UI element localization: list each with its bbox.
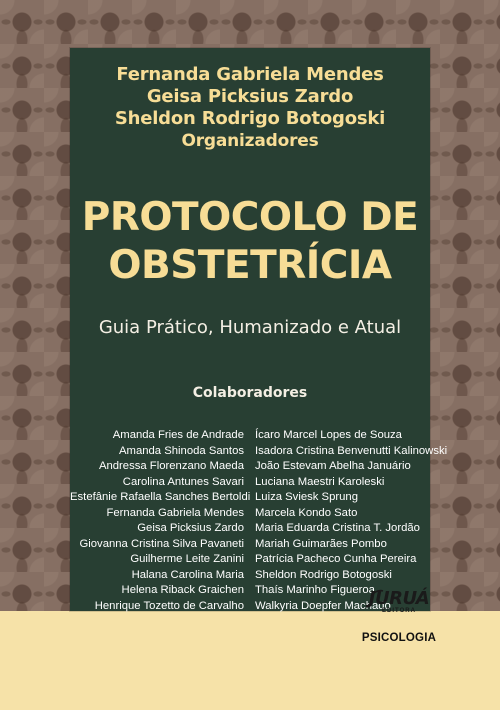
collaborators-left-column <box>70 428 251 614</box>
title-line-1: PROTOCOLO DE <box>81 195 419 240</box>
collaborator-name: Andressa Florenzano Maeda <box>98 460 244 472</box>
organizer-name: Geisa Picksius Zardo <box>146 86 354 107</box>
publisher-name: JURUÁ <box>368 588 430 609</box>
publisher-sub: EDITORA <box>382 608 416 614</box>
publisher-logo <box>366 589 432 629</box>
collaborator-name: Guilherme Leite Zanini <box>130 553 244 565</box>
collaborator-name: Maria Eduarda Cristina T. Jordão <box>255 522 420 534</box>
collaborator-name: Amanda Fries de Andrade <box>112 429 244 441</box>
collaborator-name: Ícaro Marcel Lopes de Souza <box>255 429 402 441</box>
collaborator-name: Halana Carolina Maria <box>131 568 244 581</box>
collaborator-name: Isadora Cristina Benvenutti Kalinowski <box>255 444 448 457</box>
collaborator-name: Patrícia Pacheco Cunha Pereira <box>255 553 417 565</box>
organizer-name: Fernanda Gabriela Mendes <box>116 64 384 85</box>
collaborators-heading: Colaboradores <box>192 385 308 401</box>
collaborators-right-column <box>255 428 448 614</box>
collaborator-name: Thaís Marinho Figueroa <box>255 584 375 596</box>
collaborator-name: Geisa Picksius Zardo <box>137 522 244 534</box>
collaborator-name: Carolina Antunes Savari <box>122 475 244 488</box>
organizers-label: Organizadores <box>181 131 319 151</box>
category-label: PSICOLOGIA <box>361 632 437 644</box>
collaborator-name: Estefânie Rafaella Sanches Bertoldi <box>70 491 251 503</box>
organizers-block <box>70 64 430 152</box>
collaborator-name: Luiza Sviesk Sprung <box>255 491 358 503</box>
book-title <box>70 194 430 290</box>
collaborator-name: João Estevam Abelha Januário <box>255 460 411 472</box>
collaborator-name: Giovanna Cristina Silva Pavaneti <box>79 537 244 550</box>
collaborator-name: Fernanda Gabriela Mendes <box>106 506 244 519</box>
title-line-2: OBSTETRÍCIA <box>108 243 392 288</box>
organizer-name: Sheldon Rodrigo Botogoski <box>114 108 386 129</box>
collaborator-name: Luciana Maestri Karoleski <box>255 475 385 488</box>
collaborator-name: Amanda Shinoda Santos <box>119 444 244 457</box>
collaborator-name: Walkyria Doepfer Machado <box>255 599 391 612</box>
collaborator-name: Helena Riback Graichen <box>121 584 244 596</box>
book-subtitle: Guia Prático, Humanizado e Atual <box>98 317 402 338</box>
collaborator-name: Sheldon Rodrigo Botogoski <box>255 568 392 581</box>
collaborator-name: Marcela Kondo Sato <box>255 506 358 519</box>
collaborator-name: Henrique Tozetto de Carvalho <box>94 599 244 612</box>
collaborator-name: Mariah Guimarães Pombo <box>255 537 387 550</box>
